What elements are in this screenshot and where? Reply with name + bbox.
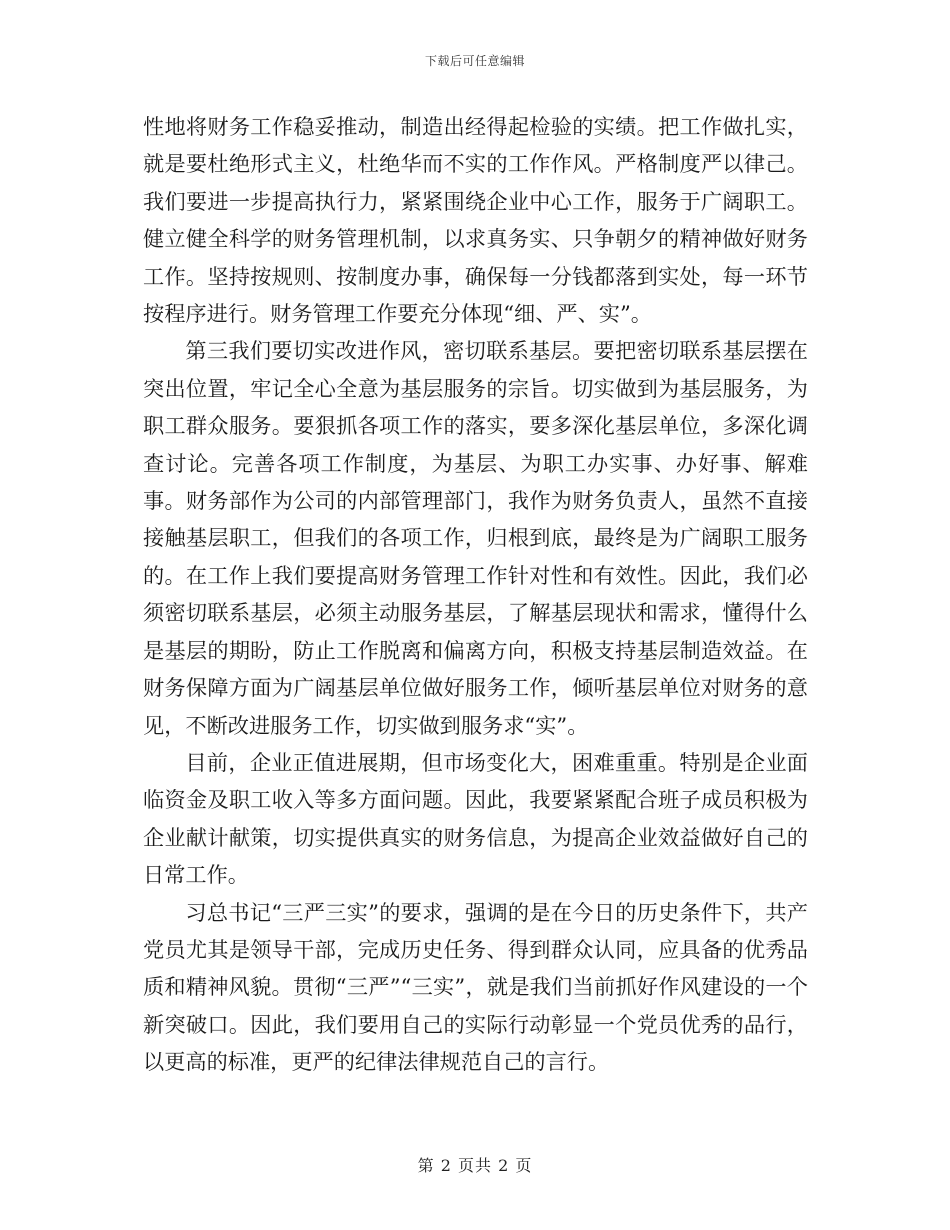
document-body xyxy=(143,108,808,1081)
page-header-note: 下载后可任意编辑 xyxy=(424,54,525,68)
paragraph-4: 习总书记“三严三实”的要求，强调的是在今日的历史条件下，共产党员尤其是领导干部，完成历史任务、得到群众认同，应具备的优秀品质和精神风貌。贯彻“三严”“三实”，就是我们当前抓好作风建设的一个新突破口。因此，我们要用自己的实际行动彰显一个党员优秀的品行，以更高的标准，更严的纪律法律规范自己的言行。 xyxy=(143,899,808,1075)
paragraph-2: 第三我们要切实改进作风，密切联系基层。要把密切联系基层摆在突出位置，牢记全心全意为基层服务的宗旨。切实做到为基层服务，为职工群众服务。要狠抓各项工作的落实，要多深化基层单位，多深化调查讨论。完善各项工作制度，为基层、为职工办实事、办好事、解难事。财务部作为公司的内部管理部门，我作为财务负责人，虽然不直接接触基层职工，但我们的各项工作，归根到底，最终是为广阔职工服务的。在工作上我们要提高财务管理工作针对性和有效性。因此，我们必须密切联系基层，必须主动服务基层，了解基层现状和需求，懂得什么是基层的期盼，防止工作脱离和偏离方向，积极支持基层制造效益。在财务保障方面为广阔基层单位做好服务工作，倾听基层单位对财务的意见，不断改进服务工作，切实做到服务求“实”。 xyxy=(143,338,808,738)
page-number-footer: 第 2 页共 2 页 xyxy=(417,1156,533,1175)
paragraph-3: 目前，企业正值进展期，但市场变化大，困难重重。特别是企业面临资金及职工收入等多方面问题。因此，我要紧紧配合班子成员积极为企业献计献策，切实提供真实的财务信息，为提高企业效益做好自己的日常工作。 xyxy=(143,749,808,888)
paragraph-1: 性地将财务工作稳妥推动，制造出经得起检验的实绩。把工作做扎实，就是要杜绝形式主义，杜绝华而不实的工作作风。严格制度严以律己。我们要进一步提高执行力，紧紧围绕企业中心工作，服务于广阔职工。健立健全科学的财务管理机制，以求真务实、只争朝夕的精神做好财务工作。坚持按规则、按制度办事，确保每一分钱都落到实处，每一环节按程序进行。财务管理工作要充分体现“细、严、实”。 xyxy=(143,114,808,327)
